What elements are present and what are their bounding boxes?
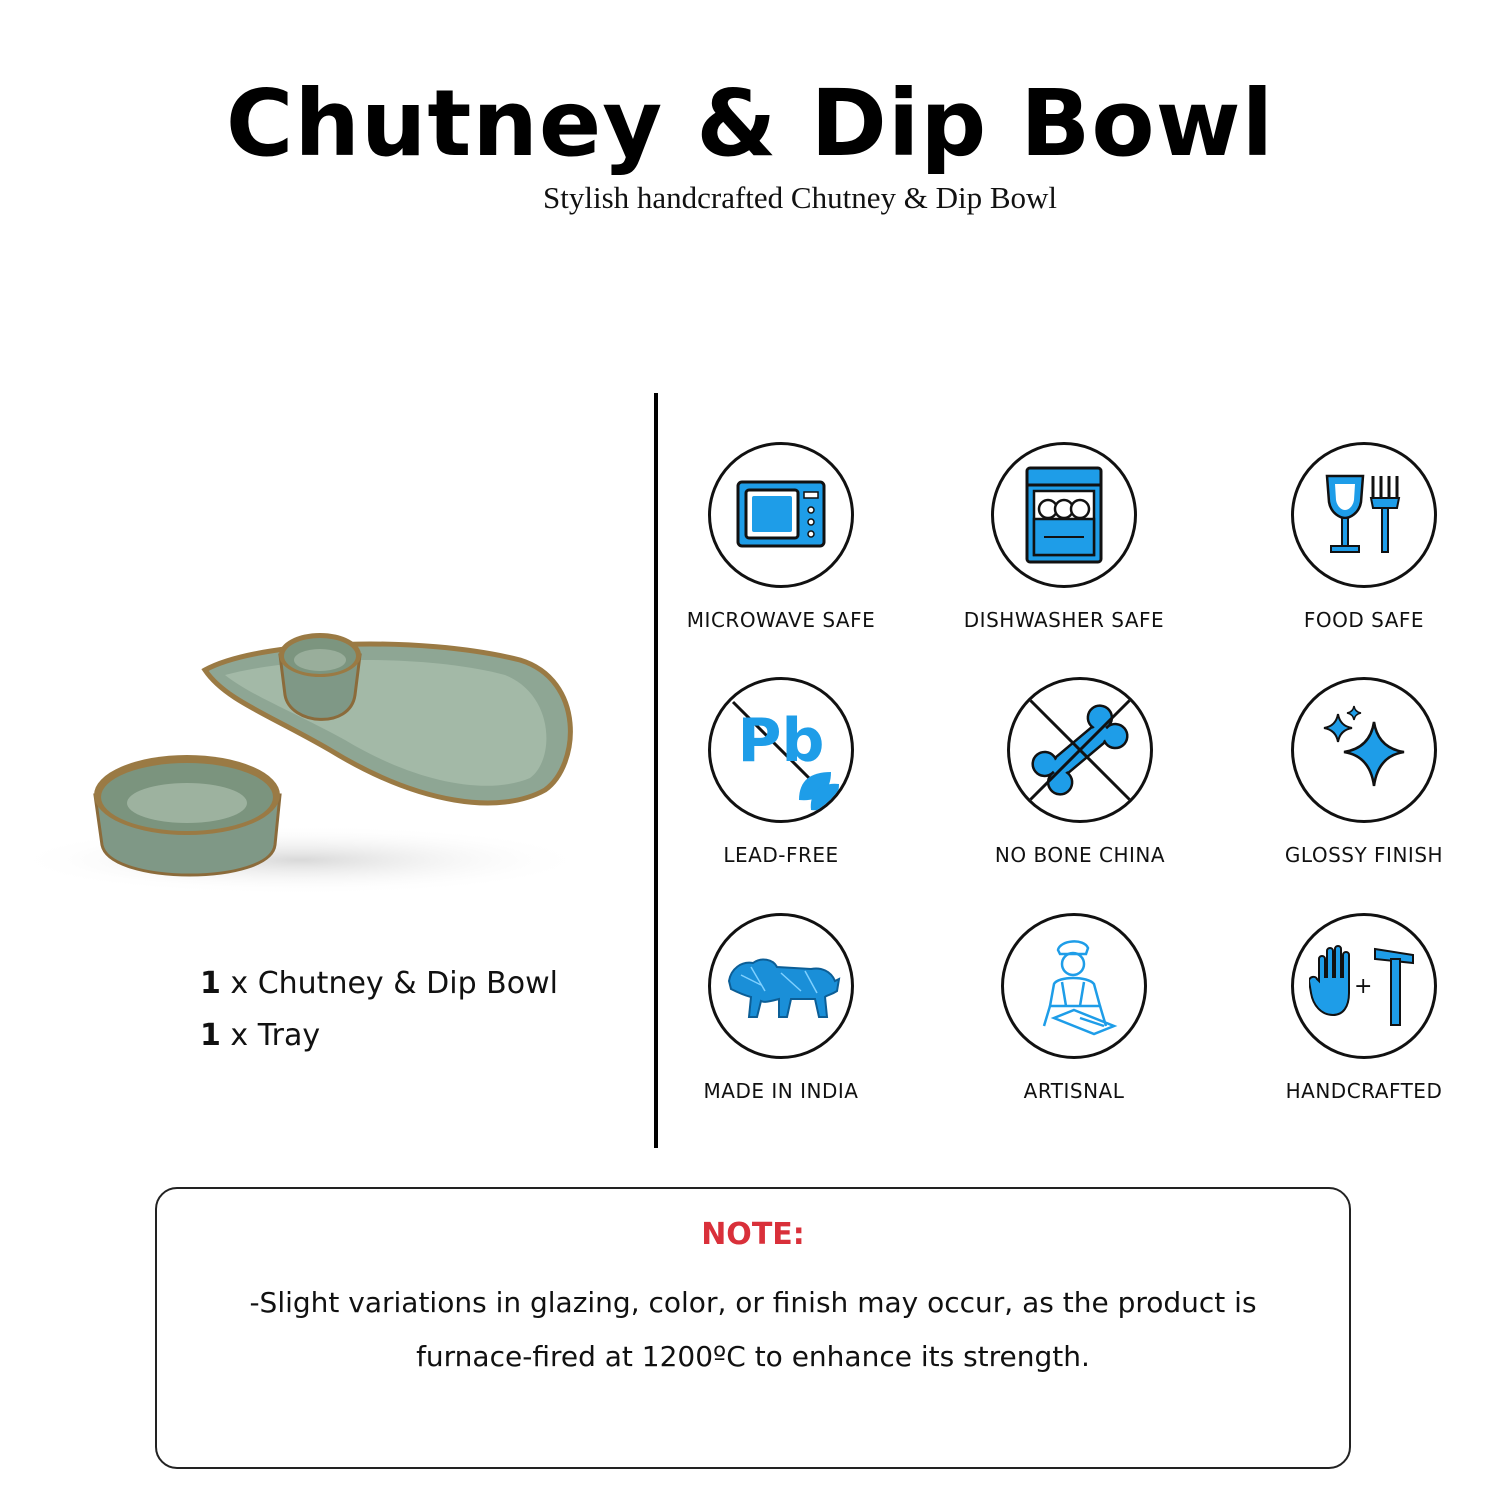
crossed-bone-icon (1007, 677, 1153, 823)
front-bowl (94, 755, 280, 875)
contents-text: x Tray (230, 1018, 321, 1053)
contents-item (200, 1010, 558, 1062)
feature-artisnal (924, 913, 1224, 1103)
lion-icon (708, 913, 854, 1059)
feature-label: DISHWASHER SAFE (963, 608, 1165, 632)
product-image (0, 600, 600, 920)
note-box (155, 1187, 1351, 1469)
feature-no-bone-china (930, 677, 1230, 867)
package-contents (200, 958, 558, 1062)
dishwasher-icon (991, 442, 1137, 588)
note-body (203, 1276, 1303, 1384)
hand-hammer-icon (1291, 913, 1437, 1059)
contents-qty: 1 (200, 1018, 221, 1053)
feature-label: NO BONE CHINA (994, 843, 1166, 867)
contents-item (200, 958, 558, 1010)
contents-text: x Chutney & Dip Bowl (230, 966, 558, 1001)
feature-microwave-safe (631, 442, 931, 632)
feature-label: ARTISNAL (1023, 1079, 1125, 1103)
contents-qty: 1 (200, 966, 221, 1001)
feature-label: HANDCRAFTED (1285, 1079, 1443, 1103)
feature-handcrafted (1214, 913, 1500, 1103)
note-line: furnace-fired at 1200ºC to enhance its strength. (416, 1340, 1090, 1373)
artisan-icon (1001, 913, 1147, 1059)
feature-label: MICROWAVE SAFE (686, 608, 876, 632)
feature-made-in-india (631, 913, 931, 1103)
sparkle-icon (1291, 677, 1437, 823)
feature-label: FOOD SAFE (1303, 608, 1425, 632)
plus-sign: + (1354, 974, 1373, 999)
lead-symbol: Pb (737, 706, 825, 776)
microwave-icon (708, 442, 854, 588)
page-subtitle: Stylish handcrafted Chutney & Dip Bowl (542, 180, 1058, 215)
feature-glossy-finish (1214, 677, 1500, 867)
page-title: Chutney & Dip Bowl (225, 70, 1275, 177)
feature-label: GLOSSY FINISH (1284, 843, 1444, 867)
feature-label: LEAD-FREE (723, 843, 839, 867)
feature-food-safe (1214, 442, 1500, 632)
back-bowl (279, 633, 361, 719)
note-line: -Slight variations in glazing, color, or finish may occur, as the product is (249, 1286, 1257, 1319)
lead-free-pb-icon (708, 677, 854, 823)
glass-fork-icon (1291, 442, 1437, 588)
feature-dishwasher-safe (914, 442, 1214, 632)
feature-lead-free (631, 677, 931, 867)
feature-label: MADE IN INDIA (703, 1079, 859, 1103)
note-heading: NOTE: (701, 1217, 805, 1252)
